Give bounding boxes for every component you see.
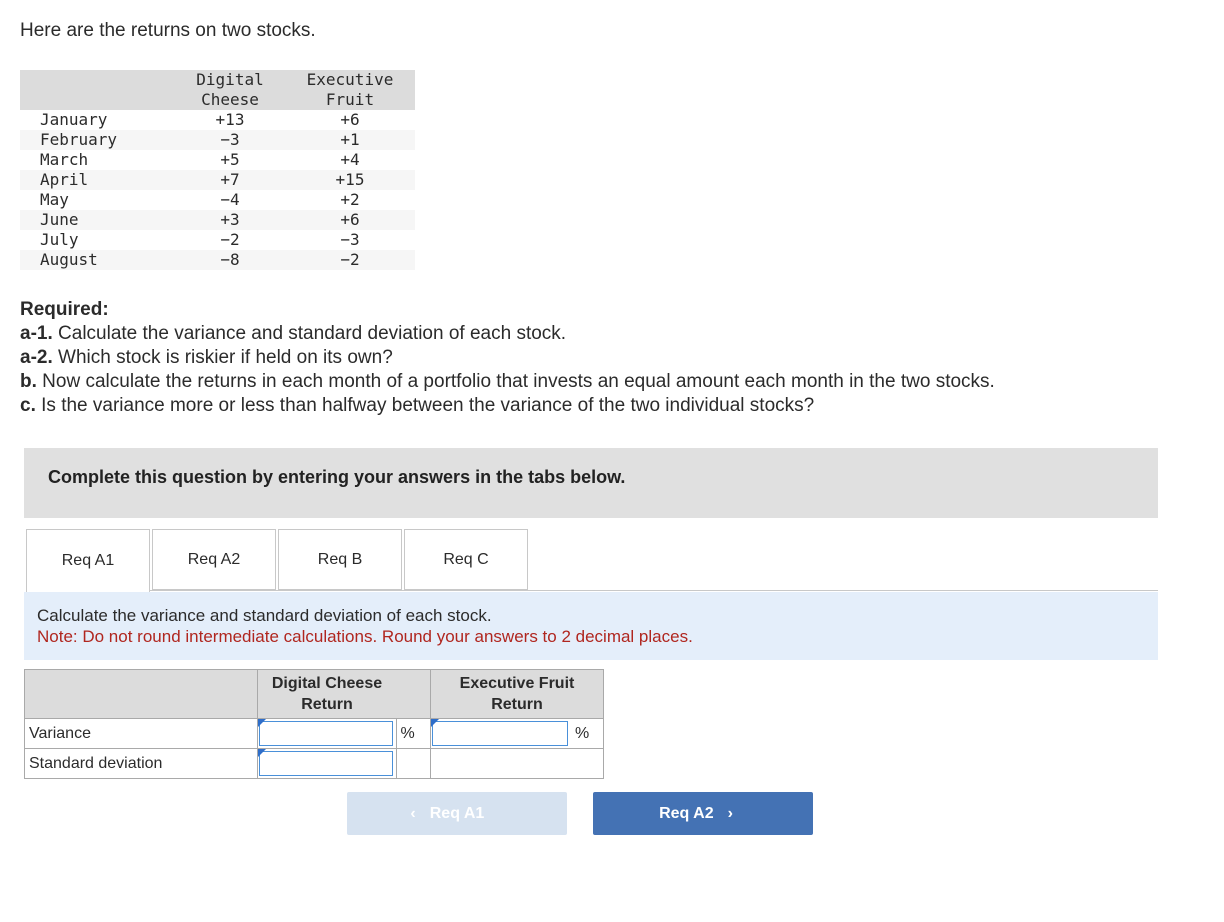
answer-table: [24, 669, 604, 779]
column-header-executive-fruit: Executive Fruit Return: [431, 670, 604, 719]
row-label-variance: Variance: [25, 719, 258, 749]
table-row: January +13 +6: [40, 110, 360, 129]
returns-header-row-1: [20, 70, 415, 90]
next-button-label: Req A2: [659, 804, 714, 822]
table-row: July −2 −3: [40, 230, 360, 249]
chevron-right-icon: ›: [727, 804, 733, 822]
tab-req-a1[interactable]: Req A1: [26, 529, 150, 592]
tab-req-b[interactable]: Req B: [278, 529, 402, 590]
header-cheese: Cheese: [175, 90, 285, 110]
required-item-a2: a-2. Which stock is riskier if held on its own?: [20, 347, 393, 368]
table-row: August −8 −2: [20, 250, 415, 270]
prev-button-label: Req A1: [429, 804, 485, 822]
executive-fruit-variance-input[interactable]: [432, 721, 568, 746]
row-label-standard-deviation: Standard deviation: [25, 749, 258, 779]
table-row: February −3 +1: [20, 130, 415, 150]
input-flag-icon: [431, 719, 439, 727]
percent-unit: %: [396, 719, 431, 749]
answer-row-standard-deviation: [25, 749, 604, 779]
digital-cheese-sd-input[interactable]: [259, 751, 393, 776]
question-info-panel: [24, 592, 1158, 660]
prev-button[interactable]: [347, 792, 567, 835]
required-item-b: b. Now calculate the returns in each month of a portfolio that invests an equal amount each month in the two stocks.: [20, 371, 995, 392]
rounding-note: Note: Do not round intermediate calculations. Round your answers to 2 decimal places.: [37, 627, 693, 646]
table-row: April +7 +15: [20, 170, 415, 190]
table-row: March +5 +4: [40, 150, 360, 169]
intro-text: Here are the returns on two stocks.: [20, 20, 316, 41]
input-flag-icon: [258, 749, 266, 757]
answer-row-variance: [25, 719, 604, 749]
digital-cheese-variance-input[interactable]: [259, 721, 393, 746]
column-header-digital-cheese: Digital Cheese Return: [258, 670, 397, 719]
chevron-left-icon: ‹: [410, 804, 416, 822]
header-fruit: Fruit: [285, 90, 415, 110]
required-section: [20, 298, 995, 418]
instruction-banner: [24, 448, 1158, 518]
returns-table: [20, 70, 415, 270]
tab-divider: [150, 590, 1158, 591]
answer-header-row: [25, 670, 604, 719]
required-item-c: c. Is the variance more or less than halfway between the variance of the two individual stocks?: [20, 395, 815, 416]
table-row: May −4 +2: [40, 190, 360, 209]
percent-unit: %: [575, 724, 590, 742]
header-executive: Executive: [285, 70, 415, 90]
tab-bar: [24, 529, 1158, 591]
input-flag-icon: [258, 719, 266, 727]
tab-req-a2[interactable]: Req A2: [152, 529, 276, 590]
tab-req-c[interactable]: Req C: [404, 529, 528, 590]
required-title: Required:: [20, 299, 109, 320]
table-row: June +3 +6: [20, 210, 415, 230]
banner-text: Complete this question by entering your answers in the tabs below.: [48, 467, 626, 487]
next-button[interactable]: [593, 792, 813, 835]
returns-header-row-2: [20, 90, 415, 110]
instruction-text: Calculate the variance and standard deviation of each stock.: [37, 606, 492, 625]
header-digital: Digital: [175, 70, 285, 90]
required-item-a1: a-1. Calculate the variance and standard deviation of each stock.: [20, 323, 567, 344]
